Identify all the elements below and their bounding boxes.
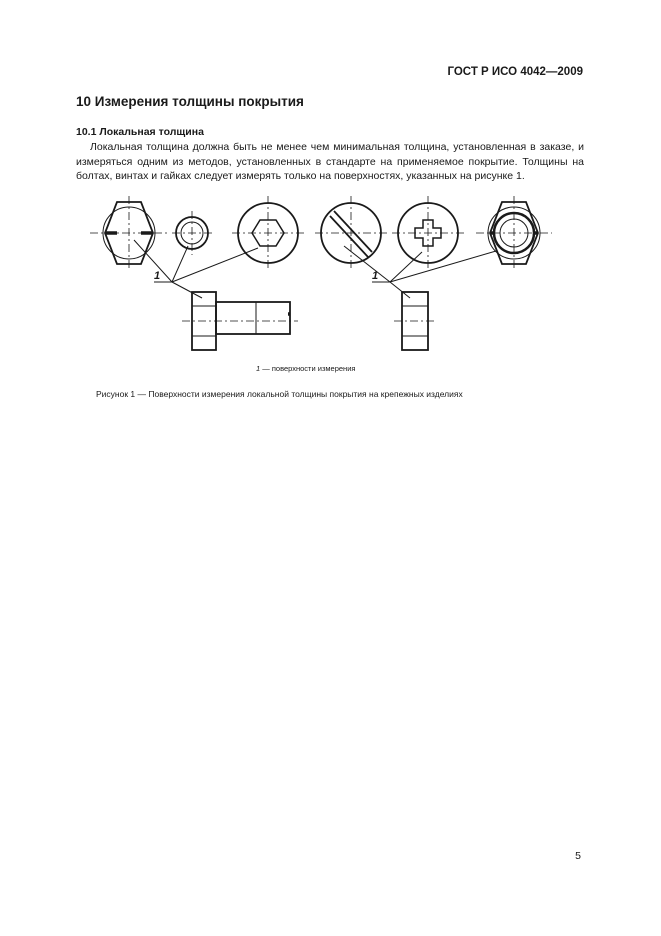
callout-left: 1 [154, 270, 161, 282]
legend-text: — поверхности измерения [260, 364, 356, 373]
figure-caption: Рисунок 1 — Поверхности измерения локальной толщины покрытия на крепежных изделиях [96, 389, 463, 399]
figure-legend [256, 364, 355, 373]
section-title: 10 Измерения толщины покрытия [76, 94, 304, 109]
bolt-shank-side [216, 302, 290, 334]
subsection-title: 10.1 Локальная толщина [76, 126, 204, 138]
page-number: 5 [575, 850, 581, 862]
fastener-figure [76, 196, 586, 361]
slot-line-b [330, 216, 368, 257]
slot-line-a [334, 211, 372, 252]
body-paragraph: Локальная толщина должна быть не менее чем минимальная толщина, установленная в заказе, и измеряться одним из методов, установленных в стандарте на применяемое покрытие. Толщины на болтах, винтах и гайках следует измерять только на поверхностях, указанных на рисунке 1. [76, 141, 584, 182]
callout-right: 1 [372, 270, 379, 282]
legend-number: 1 [256, 364, 261, 373]
document-code: ГОСТ Р ИСО 4042—2009 [447, 66, 583, 78]
